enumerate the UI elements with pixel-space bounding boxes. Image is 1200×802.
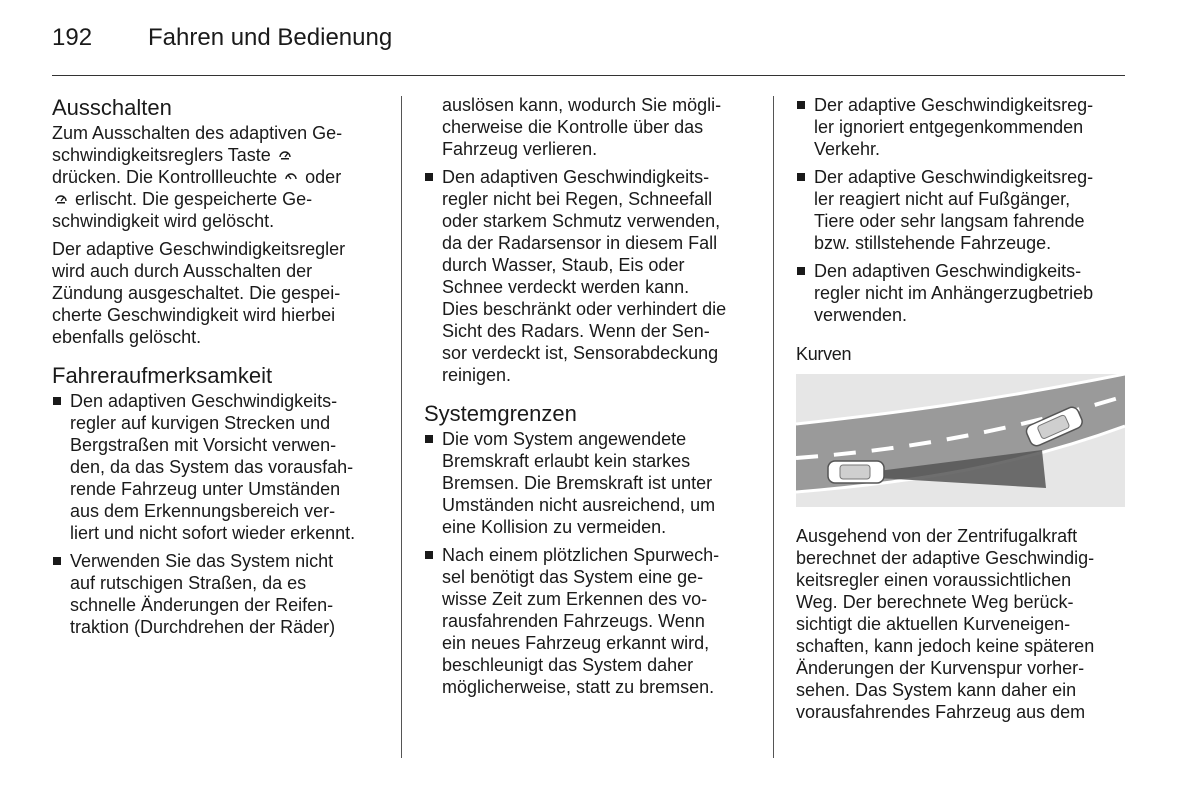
text-line: da der Radarsensor in diesem Fall (442, 233, 718, 253)
text-line: den, da das System das vorausfah- (70, 457, 354, 477)
list-item (796, 260, 1126, 326)
text-line: Umständen nicht ausreichend, um (442, 495, 716, 515)
text-line: Schnee verdeckt werden kann. (442, 277, 690, 297)
text-line: sichtigt die aktuellen Kurveneigen- (796, 614, 1071, 634)
column-divider-2 (773, 96, 774, 758)
text-line: Bremskraft erlaubt kein starkes (442, 451, 691, 471)
text-fragment: erlischt. Die gespeicherte Ge- (75, 189, 313, 209)
text-fragment: drücken. Die Kontrollleuchte (52, 167, 278, 187)
text-line: Den adaptiven Geschwindigkeits- (70, 391, 338, 411)
text-line: rende Fahrzeug unter Umständen (70, 479, 341, 499)
list-item (52, 390, 382, 544)
text-line: ebenfalls gelöscht. (52, 327, 202, 347)
bullet-marker (425, 435, 433, 443)
text-line: verwenden. (814, 305, 908, 325)
bullet-marker (53, 557, 61, 565)
page-number: 192 (52, 24, 93, 51)
bullet-marker (425, 173, 433, 181)
bullet-marker (425, 551, 433, 559)
list-item (796, 166, 1126, 254)
text-line: liert und nicht sofort wieder erkennt. (70, 523, 356, 543)
paragraph-zuendung (52, 238, 382, 348)
text-line: Den adaptiven Geschwindigkeits- (814, 261, 1082, 281)
text-line (52, 188, 382, 210)
text-line: schnelle Änderungen der Reifen- (70, 595, 334, 615)
text-line: Verkehr. (814, 139, 881, 159)
text-line: rausfahrenden Fahrzeugs. Wenn (442, 611, 705, 631)
column-divider-1 (401, 96, 402, 758)
heading-fahreraufmerksamkeit: Fahreraufmerksamkeit (52, 363, 273, 388)
text-line: auslösen kann, wodurch Sie mögli- (442, 95, 722, 115)
text-line: cherweise die Kontrolle über das (442, 117, 704, 137)
heading-systemgrenzen: Systemgrenzen (424, 401, 577, 426)
bullet-marker (53, 397, 61, 405)
text-line: traktion (Durchdrehen der Räder) (70, 617, 336, 637)
text-line: eine Kollision zu vermeiden. (442, 517, 667, 537)
text-line: Der adaptive Geschwindigkeitsreg- (814, 95, 1094, 115)
text-line: beschleunigt das System daher (442, 655, 694, 675)
text-line: oder starkem Schmutz verwenden, (442, 211, 721, 231)
text-line: Änderungen der Kurvenspur vorher- (796, 658, 1085, 678)
text-fragment: oder (305, 167, 342, 187)
text-line: ein neues Fahrzeug erkannt wird, (442, 633, 710, 653)
text-line: möglicherweise, statt zu bremsen. (442, 677, 715, 697)
text-line: sehen. Das System kann daher ein (796, 680, 1077, 700)
list-item (424, 544, 754, 698)
list-item (424, 428, 754, 538)
text-line: Sicht des Radars. Wenn der Sen- (442, 321, 710, 341)
bullet-marker (797, 173, 805, 181)
list-item (424, 166, 754, 386)
text-line: regler nicht bei Regen, Schneefall (442, 189, 713, 209)
paragraph-ausschalten (52, 122, 382, 232)
text-line: vorausfahrendes Fahrzeug aus dem (796, 702, 1086, 722)
text-line: cherte Geschwindigkeit wird hierbei (52, 305, 336, 325)
text-line: sel benötigt das System eine ge- (442, 567, 704, 587)
text-line: schwindigkeit wird gelöscht. (52, 211, 275, 231)
text-line (52, 166, 382, 188)
cruise-control-icon (276, 144, 294, 166)
text-line: Den adaptiven Geschwindigkeits- (442, 167, 710, 187)
text-line: Zündung ausgeschaltet. Die gespei- (52, 283, 341, 303)
text-line: Nach einem plötzlichen Spurwech- (442, 545, 720, 565)
text-line: Bremsen. Die Bremskraft ist unter (442, 473, 713, 493)
text-fragment: schwindigkeitsreglers Taste (52, 145, 271, 165)
text-line: Die vom System angewendete (442, 429, 687, 449)
text-line: reinigen. (442, 365, 512, 385)
text-line: Der adaptive Geschwindigkeitsreg- (814, 167, 1094, 187)
text-line: wird auch durch Ausschalten der (52, 261, 313, 281)
text-line: auf rutschigen Straßen, da es (70, 573, 307, 593)
text-line: regler nicht im Anhängerzugbetrieb (814, 283, 1094, 303)
text-line: keitsregler einen voraussichtlichen (796, 570, 1072, 590)
heading-ausschalten: Ausschalten (52, 95, 172, 120)
text-line: sor verdeckt ist, Sensorabdeckung (442, 343, 719, 363)
text-line: schaften, kann jedoch keine späteren (796, 636, 1095, 656)
list-item-continued (424, 94, 754, 160)
column-2 (424, 94, 754, 704)
text-line: regler auf kurvigen Strecken und (70, 413, 331, 433)
text-line: Ausgehend von der Zentrifugalkraft (796, 526, 1078, 546)
adaptive-cruise-indicator-icon (282, 166, 300, 188)
column-1 (52, 94, 382, 644)
list-item (796, 94, 1126, 160)
text-line: Verwenden Sie das System nicht (70, 551, 334, 571)
text-line: bzw. stillstehende Fahrzeuge. (814, 233, 1052, 253)
text-line: Bergstraßen mit Vorsicht verwen- (70, 435, 337, 455)
text-line: Tiere oder sehr langsam fahrende (814, 211, 1085, 231)
list-item (52, 550, 382, 638)
text-line: Fahrzeug verlieren. (442, 139, 598, 159)
column-3 (796, 94, 1126, 729)
bullet-marker (797, 267, 805, 275)
bullet-marker (797, 101, 805, 109)
text-line: Zum Ausschalten des adaptiven Ge- (52, 123, 343, 143)
text-line: durch Wasser, Staub, Eis oder (442, 255, 685, 275)
text-line (52, 144, 382, 166)
chapter-title: Fahren und Bedienung (148, 24, 393, 51)
header-rule (52, 75, 1125, 76)
text-line: aus dem Erkennungsbereich ver- (70, 501, 336, 521)
heading-kurven: Kurven (796, 344, 852, 364)
cruise-control-icon (52, 188, 70, 210)
text-line: ler reagiert nicht auf Fußgänger, (814, 189, 1071, 209)
text-line: Weg. Der berechnete Weg berück- (796, 592, 1074, 612)
text-line: ler ignoriert entgegenkommenden (814, 117, 1084, 137)
text-line: Der adaptive Geschwindigkeitsregler (52, 239, 346, 259)
text-line: wisse Zeit zum Erkennen des vo- (442, 589, 708, 609)
curve-illustration (796, 374, 1125, 507)
paragraph-kurven (796, 525, 1126, 723)
text-line: berechnet der adaptive Geschwindig- (796, 548, 1095, 568)
text-line: Dies beschränkt oder verhindert die (442, 299, 727, 319)
own-car-shape (828, 461, 884, 483)
